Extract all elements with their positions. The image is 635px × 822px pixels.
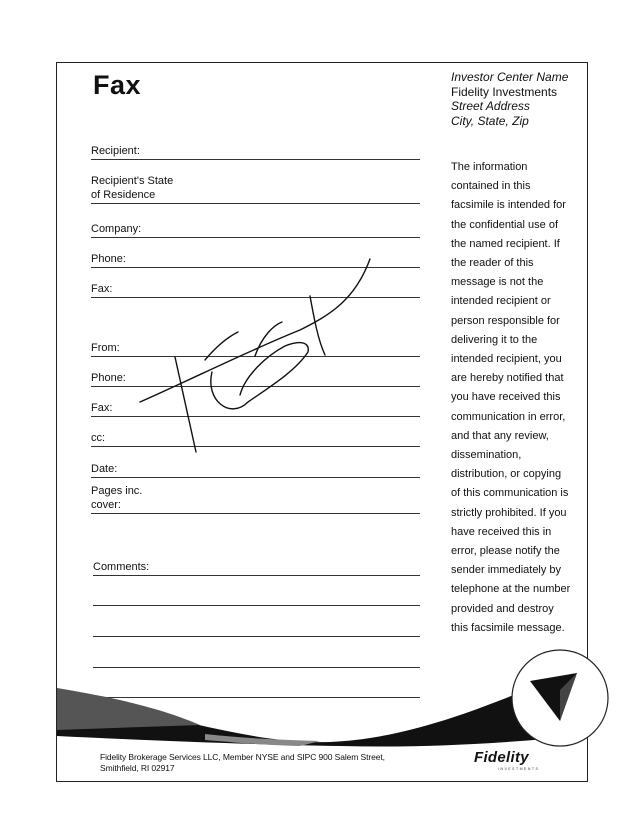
notice-line: provided and destroy [451,602,554,615]
notice-line: the confidential use of [451,218,559,231]
company-label: Company: [91,223,142,235]
page-title: Fax [93,70,142,100]
footer-line2: Smithfield, RI 02917 [100,763,175,773]
notice-line: The information [451,161,528,173]
notice-line: sender immediately by [451,564,562,577]
swoosh-fade [205,734,320,746]
recipient-phone-label: Phone: [91,253,126,265]
handwritten-test-scribble [140,259,370,452]
notice-line: you have received this [451,391,561,404]
notice-line: have received this in [451,525,552,538]
notice-line: person responsible for [451,314,560,327]
notice-line: the reader of this [451,257,534,270]
notice-line: facsimile is intended for [451,199,566,212]
sender-phone-label: Phone: [91,372,126,384]
recipient-state-label-line2: of Residence [91,189,156,201]
notice-line: error, please notify the [451,545,560,558]
recipient-label: Recipient: [91,145,140,157]
notice-line: intended recipient, you [451,353,562,366]
notice-line: intended recipient or [451,295,551,308]
notice-line: contained in this [451,180,531,193]
notice-line: telephone at the number [451,583,571,596]
notice-line: this facsimile message. [451,621,565,634]
fidelity-logo: Fidelity [474,749,529,766]
company-name: Fidelity Investments [451,84,558,99]
footer-line1: Fidelity Brokerage Services LLC, Member NYSE and SIPC 900 Salem Street, [100,752,385,762]
notice-line: delivering it to the [451,333,538,346]
cc-label: cc: [91,432,106,444]
notice-line: strictly prohibited. If you [451,506,567,519]
notice-line: dissemination, [451,449,522,462]
notice-line: and that any review, [451,429,549,442]
pages-label-line2: cover: [91,499,121,511]
notice-line: distribution, or copying [451,468,562,481]
notice-line: are hereby notified that [451,372,564,385]
swoosh-highlight [57,688,200,730]
sender-fax-label: Fax: [91,402,113,414]
notice-line: message is not the [451,276,544,289]
recipient-state-label-line1: Recipient's State [91,175,174,187]
notice-line: of this communication is [451,487,569,500]
footer-legal-text [100,752,385,774]
street-address: Street Address [451,99,530,113]
notice-line: the named recipient. If [451,237,560,250]
recipient-fax-label: Fax: [91,283,113,295]
from-label: From: [91,342,120,354]
date-label: Date: [91,463,118,475]
notice-line: communication in error, [451,410,566,423]
fidelity-logo-subtext: INVESTMENTS [498,767,540,771]
investor-center-name: Investor Center Name [451,70,569,84]
pages-label-line1: Pages inc. [91,485,143,497]
comments-label: Comments: [93,561,150,573]
city-state-zip: City, State, Zip [451,113,529,128]
